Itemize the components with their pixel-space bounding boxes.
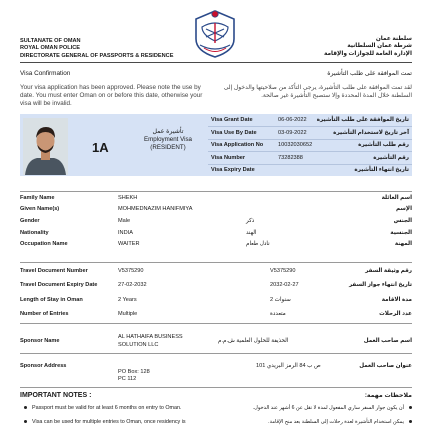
confirmation-text-ar: لقد تمت الموافقة على طلب التأشيرة، يرجى التأكد من صلاحيتها والدخول إلى السلطنة خلال المدة المحددة وإلا ستصبح التأشيرة غير صالحة. bbox=[223, 85, 412, 100]
bullet-icon bbox=[409, 420, 412, 423]
field-value-ar: نادل طعام bbox=[246, 241, 270, 247]
header-org-english bbox=[20, 38, 173, 60]
section-divider bbox=[20, 262, 412, 263]
field-value-ar: متعددة bbox=[270, 311, 286, 317]
section-divider bbox=[20, 387, 412, 388]
field-value: 03-09-2022 bbox=[278, 129, 307, 136]
field-label-ar: تاريخ الموافقة على طلب التأشيرة bbox=[316, 116, 409, 123]
field-value: 2 Years bbox=[118, 297, 137, 303]
field-label: Occupation Name bbox=[20, 241, 68, 247]
field-label: Gender bbox=[20, 218, 40, 224]
confirmation-title: Visa Confirmation bbox=[20, 70, 71, 77]
confirmation-title-ar: تمت الموافقة على طلب التأشيرة bbox=[327, 70, 412, 77]
field-value-ar: الحذيفة للحلول العلمية ش.م.م bbox=[218, 338, 289, 344]
field-value: PC 112 bbox=[118, 376, 137, 382]
header-line: ROYAL OMAN POLICE bbox=[20, 45, 80, 52]
bullet-icon bbox=[409, 406, 412, 409]
visa-type-sub: (RESIDENT) bbox=[150, 144, 186, 151]
header-line: SULTANATE OF OMAN bbox=[20, 38, 81, 44]
visa-expiry-row bbox=[208, 164, 412, 177]
field-label-ar: تاريخ انتهاء جواز السفر bbox=[348, 282, 412, 288]
field-value: 73282388 bbox=[278, 154, 303, 161]
note-text: Visa can be used for multiple entries to Oman, once residency is bbox=[32, 419, 186, 425]
visa-type-en: Employment Visa bbox=[143, 136, 193, 143]
field-label: Visa Use By Date bbox=[211, 129, 257, 136]
note-item-ar bbox=[212, 405, 412, 412]
visa-type bbox=[128, 128, 208, 152]
applicant-portrait-icon bbox=[23, 118, 68, 175]
visa-use-by-row bbox=[208, 126, 412, 139]
field-label: Sponsor Name bbox=[20, 338, 60, 344]
field-label-ar: اسم صاحب العمل bbox=[363, 338, 412, 344]
note-item bbox=[24, 419, 214, 426]
note-item bbox=[24, 405, 214, 412]
field-value-ar: V5375290 bbox=[270, 268, 296, 274]
field-value: AL HATHAIFA BUSINESS bbox=[118, 334, 183, 340]
field-value: INDIA bbox=[118, 230, 133, 236]
royal-oman-police-emblem-icon bbox=[190, 5, 240, 59]
visa-grant-row bbox=[208, 114, 412, 126]
field-label-ar: رقم وثيقة السفر bbox=[365, 268, 412, 274]
bullet-icon bbox=[24, 420, 27, 423]
header-line-ar: شرطة عمان السلطانية bbox=[347, 43, 412, 50]
visa-type-ar: تأشيرة عمل bbox=[152, 128, 184, 135]
bullet-icon bbox=[24, 406, 27, 409]
visa-application-row bbox=[208, 139, 412, 152]
header-divider bbox=[20, 62, 412, 63]
confirmation-text: Your visa application has been approved. Please note the use by date. You must enter Oman on or before this date, otherwise your visa will be invalid. bbox=[20, 84, 203, 108]
visa-short-number: 1A bbox=[92, 140, 109, 155]
header-line: DIRECTORATE GENERAL OF PASSPORTS & RESIDENCE bbox=[20, 52, 174, 59]
section-divider bbox=[20, 191, 412, 192]
note-text-ar: أن يكون جواز السفر ساري المفعول لمدة لا تقل عن 6 أشهر عند الدخول. bbox=[252, 405, 404, 411]
section-divider bbox=[20, 353, 412, 354]
field-value: SOLUTION LLC bbox=[118, 342, 159, 348]
field-value-ar: الهند bbox=[246, 230, 257, 236]
field-value: Male bbox=[118, 218, 131, 224]
field-label-ar: مدة الاقامة bbox=[381, 297, 412, 303]
field-label-ar: تاريخ انتهاء التأشيرة bbox=[354, 167, 409, 174]
field-value: 10032030652 bbox=[278, 142, 313, 149]
field-label-ar: الجنسية bbox=[390, 230, 412, 236]
field-label-ar: عدد الرحلات bbox=[379, 311, 412, 317]
field-label: Family Name bbox=[20, 195, 55, 201]
field-label-ar: المهنة bbox=[394, 241, 412, 247]
field-value: SHEKH bbox=[118, 195, 138, 201]
field-label-ar: رقم طلب التأشيرة bbox=[358, 142, 409, 149]
section-divider bbox=[20, 323, 412, 324]
field-label: Visa Application No bbox=[211, 142, 264, 149]
field-label-ar: آخر تاريخ لاستخدام التأشيرة bbox=[333, 129, 409, 136]
field-value: 27-02-2032 bbox=[118, 282, 147, 288]
field-label-ar: الجنس bbox=[393, 218, 412, 224]
note-text-ar: يمكن استخدام التأشيرة لعدة رحلات إلى السلطنة بعد منح الإقامة. bbox=[268, 419, 404, 425]
header-line-ar: سلطنة عمان bbox=[375, 36, 412, 42]
field-value: PO Box: 128 bbox=[118, 369, 150, 375]
note-text: Passport must be valid for at least 6 months on entry to Oman. bbox=[32, 405, 182, 411]
field-label: Visa Expiry Date bbox=[211, 167, 255, 174]
notes-title: IMPORTANT NOTES : bbox=[20, 392, 92, 399]
field-label: Travel Document Expiry Date bbox=[20, 282, 98, 288]
notes-title-ar: ملاحظات مهمة: bbox=[364, 392, 412, 399]
field-value: MOHMEDNAZIM HANIFMIYA bbox=[118, 206, 193, 212]
field-label: Travel Document Number bbox=[20, 268, 88, 274]
field-label: Sponsor Address bbox=[20, 363, 67, 369]
field-label: Visa Grant Date bbox=[211, 116, 253, 123]
field-label-ar: عنوان صاحب العمل bbox=[359, 363, 412, 369]
field-value: Multiple bbox=[118, 311, 138, 317]
field-value: WAITER bbox=[118, 241, 140, 247]
field-value-ar: 2 سنوات bbox=[270, 297, 291, 303]
field-label-ar: اسم العائلة bbox=[381, 195, 412, 201]
field-label: Nationality bbox=[20, 230, 49, 236]
field-label-ar: رقم التأشيرة bbox=[373, 154, 409, 161]
visa-number-row bbox=[208, 151, 412, 164]
field-value-ar: 101 ص ب 84 الرمز البريدي bbox=[256, 363, 321, 369]
field-label-ar: الإسم bbox=[396, 206, 412, 212]
field-value: V5375290 bbox=[118, 268, 144, 274]
field-label: Length of Stay in Oman bbox=[20, 297, 83, 303]
field-label: Number of Entries bbox=[20, 311, 69, 317]
applicant-photo bbox=[23, 118, 68, 175]
field-value-ar: ذكر bbox=[246, 218, 255, 224]
header-org-arabic bbox=[324, 36, 412, 58]
header-line-ar: الإدارة العامة للجوازات والإقامة bbox=[323, 50, 412, 57]
field-label: Visa Number bbox=[211, 154, 246, 161]
field-value: 06-06-2022 bbox=[278, 116, 307, 123]
visa-details-grid bbox=[208, 114, 412, 176]
field-label: Given Name(s) bbox=[20, 206, 60, 212]
note-item-ar bbox=[212, 419, 412, 426]
field-value-ar: 2032-02-27 bbox=[270, 282, 299, 288]
